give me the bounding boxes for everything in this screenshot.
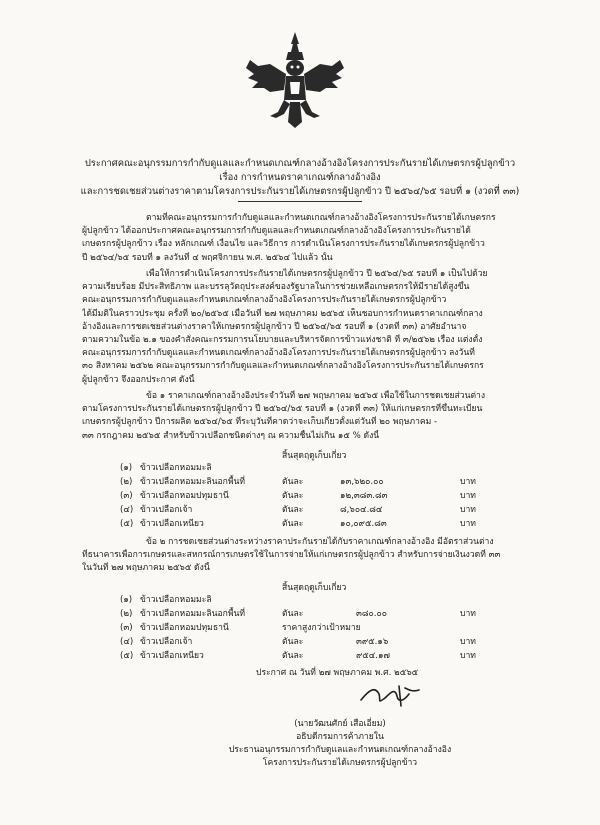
table-row: (๒) ข้าวเปลือกหอมมะลินอกพื้นที่ ตันละ ๓๘๐.๐๐ บาท xyxy=(120,609,476,619)
table-row: (๓) ข้าวเปลือกหอมปทุมธานี ตันละ ๑๒,๓๘๓.๘๓ บาท xyxy=(120,491,476,501)
purpose-line: ผู้ปลูกข้าว จึงออกประกาศ ดังนี้ xyxy=(82,374,195,385)
handwritten-signature xyxy=(355,680,425,710)
signer-name: (นายวัฒนศักย์ เสือเอี่ยม) xyxy=(294,719,386,729)
intro-line: เกษตรกรผู้ปลูกข้าว เรื่อง หลักเกณฑ์ เงื่อนไข และวิธีการ การดำเนินโครงการประกันรายได้เกษตรกรผู้ปลูกข้าว xyxy=(82,239,485,250)
signer-title: อธิบดีกรมการค้าภายใน xyxy=(296,732,384,742)
clause2-paragraph xyxy=(82,536,522,576)
table-row: (๔) ข้าวเปลือกเจ้า ตันละ ๘,๖๐๔.๘๔ บาท xyxy=(120,505,476,515)
intro-paragraph xyxy=(82,212,522,265)
table1-header: สิ้นสุดฤดูเก็บเกี่ยว xyxy=(282,451,347,461)
purpose-line: ได้มีมติในคราวประชุม ครั้งที่ ๒๐/๒๕๖๕ เมื่อวันที่ ๒๗ พฤษภาคม ๒๕๖๕ เห็นชอบการกำหนดราคาเกณฑ์กลาง xyxy=(82,308,483,319)
clause2-line: ที่ธนาคารเพื่อการเกษตรและสหกรณ์การเกษตรใช้ในการจ่ายให้แก่เกษตรกรผู้ปลูกข้าว สำหรับการจ่ายเงินงวดที่ ๓๓ xyxy=(82,550,501,561)
intro-line: ตามที่คณะอนุกรรมการกำกับดูแลและกำหนดเกณฑ์กลางอ้างอิงโครงการประกันรายได้เกษตรกร xyxy=(146,213,496,223)
clause1-line: ตามโครงการประกันรายได้เกษตรกรผู้ปลูกข้าว ปี ๒๕๖๔/๖๕ รอบที่ ๑ (งวดที่ ๓๓) ให้แก่เกษตรกรที่ขึ้นทะเบียน xyxy=(82,404,483,415)
table-row: (๕) ข้าวเปลือกเหนียว ตันละ ๑๐,๐๙๕.๘๓ บาท xyxy=(120,519,476,529)
table-row: (๕) ข้าวเปลือกเหนียว ตันละ ๙๕๔.๑๗ บาท xyxy=(120,651,476,661)
table2-header: สิ้นสุดฤดูเก็บเกี่ยว xyxy=(282,583,347,593)
clause1-line: เกษตรกรผู้ปลูกข้าว ปีการผลิต ๒๕๖๔/๖๕ ที่ระบุวันที่คาดว่าจะเก็บเกี่ยวตั้งแต่วันที่ ๒๐ พฤษภาคม - xyxy=(82,417,438,428)
clause1-paragraph xyxy=(82,390,522,443)
table-row: (๑) ข้าวเปลือกหอมมะลิ xyxy=(120,595,212,605)
document-title-line3: และการชดเชยส่วนต่างราคาตามโครงการประกันรายได้เกษตรกรผู้ปลูกข้าว ปี ๒๕๖๔/๖๕ รอบที่ ๑ (งวดที่ ๓๓) xyxy=(80,186,520,197)
document-title-line1: ประกาศคณะอนุกรรมการกำกับดูแลและกำหนดเกณฑ์กลางอ้างอิงโครงการประกันรายได้เกษตรกรผู้ปลูกข้าว xyxy=(84,158,516,169)
purpose-line: คณะอนุกรรมการกำกับดูแลและกำหนดเกณฑ์กลางอ้างอิงโครงการประกันรายได้เกษตรกรผู้ปลูกข้าว xyxy=(82,295,447,306)
garuda-emblem-icon xyxy=(240,30,350,130)
clause1-line: ๓๓ กรกฎาคม ๒๕๖๕ สำหรับข้าวเปลือกชนิดต่างๆ ณ ความชื้นไม่เกิน ๑๕ % ดังนี้ xyxy=(82,430,380,441)
intro-line: ผู้ปลูกข้าว ได้ออกประกาศคณะอนุกรรมการกำกับดูแลและกำหนดเกณฑ์กลางอ้างอิงโครงการประกันรายได้ xyxy=(82,226,471,237)
table-row: (๔) ข้าวเปลือกเจ้า ตันละ ๓๙๕.๑๖ บาท xyxy=(120,637,476,647)
signer-project: โครงการประกันรายได้เกษตรกรผู้ปลูกข้าว xyxy=(262,758,418,768)
title-divider xyxy=(238,201,362,202)
purpose-line: ความเรียบร้อย มีประสิทธิภาพ และบรรลุวัตถุประสงค์ของรัฐบาลในการช่วยเหลือเกษตรกรให้มีรายได้สูงขึ้น xyxy=(82,282,470,293)
purpose-line: ๓๐ สิงหาคม ๒๕๖๒ คณะอนุกรรมการกำกับดูแลและกำหนดเกณฑ์กลางอ้างอิงโครงการประกันรายได้เกษตรกร xyxy=(82,361,484,372)
table-row: (๓) ข้าวเปลือกหอมปทุมธานี ราคาสูงกว่าเป้าหมาย xyxy=(120,623,361,633)
purpose-line: ตามความในข้อ ๒.๑ ของคำสั่งคณะกรรมการนโยบายและบริหารจัดการข้าวแห่งชาติ ที่ ๓/๒๕๖๒ เรื่อง แต่งตั้ง xyxy=(82,335,483,346)
purpose-line: เพื่อให้การดำเนินโครงการประกันรายได้เกษตรกรผู้ปลูกข้าว ปี ๒๕๖๔/๖๕ รอบที่ ๑ เป็นไปด้วย xyxy=(146,269,488,279)
announcement-date: ประกาศ ณ วันที่ ๒๗ พฤษภาคม พ.ศ. ๒๕๖๕ xyxy=(256,668,419,678)
intro-line: ปี ๒๕๖๔/๖๕ รอบที่ ๑ ลงวันที่ ๔ พฤศจิกายน พ.ศ. ๒๕๖๔ ไปแล้ว นั้น xyxy=(82,252,333,263)
document-title-line2: เรื่อง การกำหนดราคาเกณฑ์กลางอ้างอิง xyxy=(219,172,381,183)
purpose-line: อ้างอิงและการชดเชยส่วนต่างราคาให้เกษตรกรผู้ปลูกข้าว ปี ๒๕๖๔/๖๕ รอบที่ ๑ (งวดที่ ๓๓) อาศัยอำนาจ xyxy=(82,321,467,332)
clause1-line: ข้อ ๑ ราคาเกณฑ์กลางอ้างอิงประจำวันที่ ๒๗ พฤษภาคม ๒๕๖๕ เพื่อใช้ในการชดเชยส่วนต่าง xyxy=(146,391,486,401)
table-row: (๒) ข้าวเปลือกหอมมะลินอกพื้นที่ ตันละ ๑๓,๖๒๐.๐๐ บาท xyxy=(120,477,476,487)
signer-position: ประธานอนุกรรมการกำกับดูแลและกำหนดเกณฑ์กลางอ้างอิง xyxy=(228,745,452,755)
purpose-line: คณะอนุกรรมการกำกับดูแลและกำหนดเกณฑ์กลางอ้างอิงโครงการประกันรายได้เกษตรกรผู้ปลูกข้าว ลงวันที่ xyxy=(82,348,475,359)
clause2-line: ข้อ ๒ การชดเชยส่วนต่างระหว่างราคาประกันรายได้กับราคาเกณฑ์กลางอ้างอิง มีอัตราส่วนต่าง xyxy=(146,537,494,547)
clause2-line: ในวันที่ ๒๗ พฤษภาคม ๒๕๖๕ ดังนี้ xyxy=(82,563,210,574)
purpose-paragraph xyxy=(82,268,522,387)
table-row: (๑) ข้าวเปลือกหอมมะลิ xyxy=(120,463,212,473)
